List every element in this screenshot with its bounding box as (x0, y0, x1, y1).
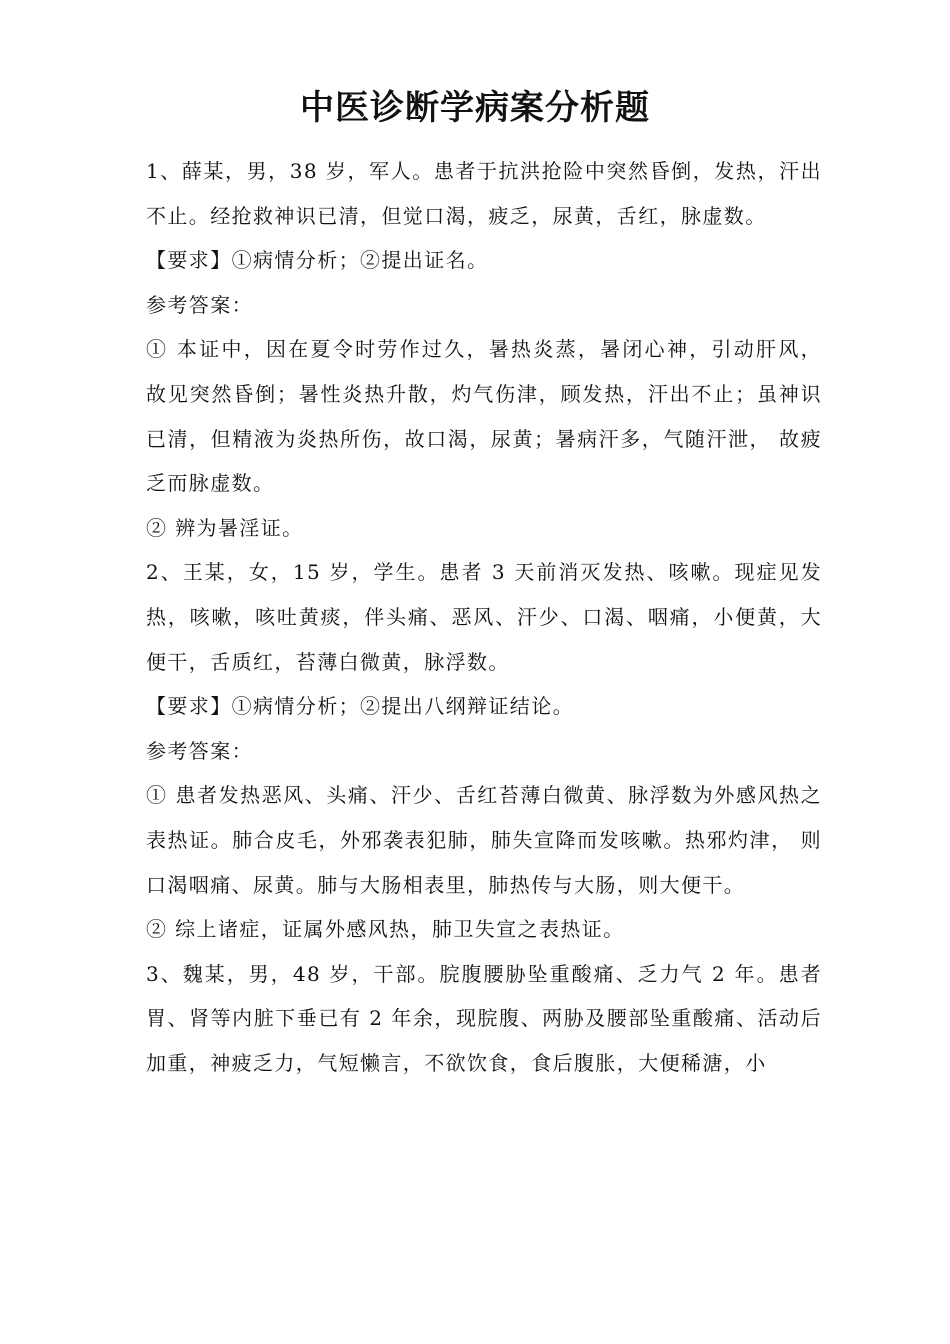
document-body (146, 149, 822, 1085)
case-2-answer-part-2: ② 综上诸症，证属外感风热，肺卫失宣之表热证。 (146, 917, 625, 942)
case-2-answer-part-1: ① 患者发热恶风、头痛、汗少、舌红苔薄白微黄、脉浮数为外感风热之表热证。肺合皮毛，外邪袭表犯肺，肺失宣降而发咳嗽。热邪灼津， 则口渴咽痛、尿黄。肺与大肠相表里，肺热传与大肠，则大便干。 (146, 783, 822, 897)
page-title: 中医诊断学病案分析题 (300, 88, 650, 128)
case-2-requirement: 【要求】①病情分析；②提出八纲辩证结论。 (146, 694, 574, 719)
case-1-paragraph: 1、薛某，男，38 岁，军人。患者于抗洪抢险中突然昏倒，发热，汗出不止。经抢救神识已清，但觉口渴，疲乏，尿黄，舌红，脉虚数。 (146, 159, 822, 228)
case-1-answer-heading: 参考答案： (146, 292, 253, 317)
case-1-requirement: 【要求】①病情分析；②提出证名。 (146, 248, 489, 273)
case-1-answer-part-1: ① 本证中，因在夏令时劳作过久，暑热炎蒸，暑闭心神，引动肝风， 故见突然昏倒；暑性炎热升散，灼气伤津，顾发热，汗出不止；虽神识已清，但精液为炎热所伤，故口渴，尿黄；暑病汗多，气随汗泄， 故疲乏而脉虚数。 (146, 337, 822, 496)
case-2-answer-heading: 参考答案： (146, 738, 253, 763)
case-1-answer-part-2: ② 辨为暑淫证。 (146, 515, 304, 540)
case-3-paragraph: 3、魏某，男，48 岁，干部。脘腹腰胁坠重酸痛、乏力气 2 年。患者胃、肾等内脏下垂已有 2 年余，现脘腹、两胁及腰部坠重酸痛、活动后加重，神疲乏力，气短懒言，不欲饮食，食后腹胀，大便稀溏，小 (146, 961, 822, 1075)
case-2-paragraph: 2、王某，女，15 岁，学生。患者 3 天前消灭发热、咳嗽。现症见发热，咳嗽，咳吐黄痰，伴头痛、恶风、汗少、口渴、咽痛，小便黄，大便干，舌质红，苔薄白微黄，脉浮数。 (146, 560, 822, 674)
